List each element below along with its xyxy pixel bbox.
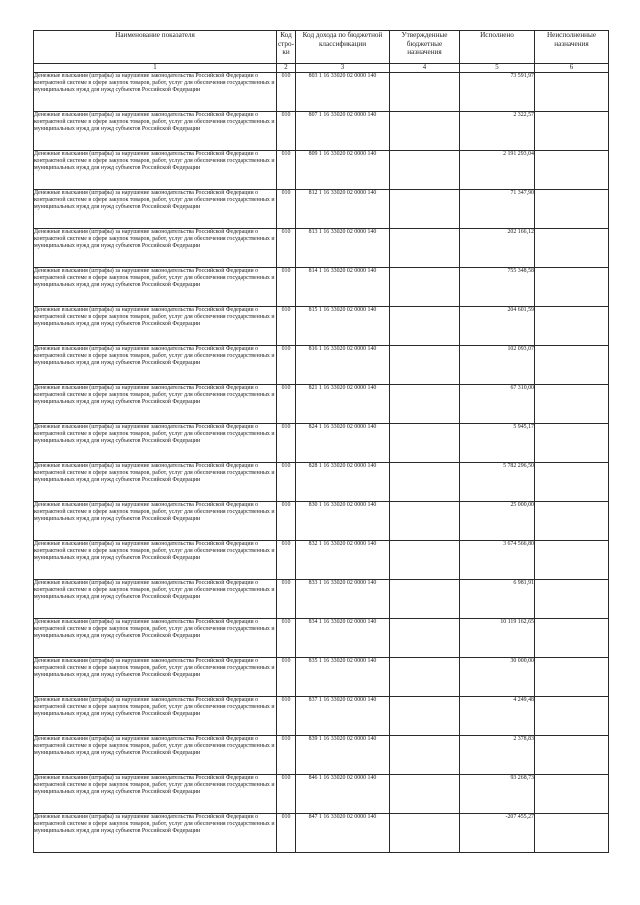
row-name-cell: Денежные взыскания (штрафы) за нарушение законодательства Российской Федерации о контрактной системе в сфере закупок товаров, работ, услуг для обеспечения государственных и муниципальных нужд для нужд субъектов Российской Федерации [34, 658, 277, 697]
row-executed-cell: 3 674 566,80 [460, 541, 535, 580]
row-approved-cell [390, 346, 460, 385]
row-approved-cell [390, 73, 460, 112]
row-name-cell: Денежные взыскания (штрафы) за нарушение законодательства Российской Федерации о контрактной системе в сфере закупок товаров, работ, услуг для обеспечения государственных и муниципальных нужд для нужд субъектов Российской Федерации [34, 268, 277, 307]
row-approved-cell [390, 385, 460, 424]
table-row [34, 307, 609, 346]
row-income-code-cell: 839 1 16 33020 02 0000 140 [296, 736, 390, 775]
row-unexecuted-cell [535, 151, 609, 190]
row-income-code-cell: 833 1 16 33020 02 0000 140 [296, 580, 390, 619]
row-name-cell: Денежные взыскания (штрафы) за нарушение законодательства Российской Федерации о контрактной системе в сфере закупок товаров, работ, услуг для обеспечения государственных и муниципальных нужд для нужд субъектов Российской Федерации [34, 151, 277, 190]
row-name-cell: Денежные взыскания (штрафы) за нарушение законодательства Российской Федерации о контрактной системе в сфере закупок товаров, работ, услуг для обеспечения государственных и муниципальных нужд для нужд субъектов Российской Федерации [34, 346, 277, 385]
table-body [34, 73, 609, 853]
row-name-cell: Денежные взыскания (штрафы) за нарушение законодательства Российской Федерации о контрактной системе в сфере закупок товаров, работ, услуг для обеспечения государственных и муниципальных нужд для нужд субъектов Российской Федерации [34, 619, 277, 658]
row-line-code-cell: 010 [277, 229, 296, 268]
row-name-cell: Денежные взыскания (штрафы) за нарушение законодательства Российской Федерации о контрактной системе в сфере закупок товаров, работ, услуг для обеспечения государственных и муниципальных нужд для нужд субъектов Российской Федерации [34, 814, 277, 853]
row-unexecuted-cell [535, 580, 609, 619]
row-income-code-cell: 815 1 16 33020 02 0000 140 [296, 307, 390, 346]
column-number: 4 [390, 64, 460, 73]
column-number: 2 [277, 64, 296, 73]
row-income-code-cell: 807 1 16 33020 02 0000 140 [296, 112, 390, 151]
table-row [34, 580, 609, 619]
row-unexecuted-cell [535, 658, 609, 697]
table-row [34, 658, 609, 697]
row-executed-cell: 73 591,97 [460, 73, 535, 112]
row-executed-cell: 4 249,48 [460, 697, 535, 736]
table-row [34, 385, 609, 424]
row-name-cell: Денежные взыскания (штрафы) за нарушение законодательства Российской Федерации о контрактной системе в сфере закупок товаров, работ, услуг для обеспечения государственных и муниципальных нужд для нужд субъектов Российской Федерации [34, 424, 277, 463]
row-executed-cell: 10 119 162,65 [460, 619, 535, 658]
table-row [34, 190, 609, 229]
row-income-code-cell: 837 1 16 33020 02 0000 140 [296, 697, 390, 736]
row-name-cell: Денежные взыскания (штрафы) за нарушение законодательства Российской Федерации о контрактной системе в сфере закупок товаров, работ, услуг для обеспечения государственных и муниципальных нужд для нужд субъектов Российской Федерации [34, 736, 277, 775]
column-number: 6 [535, 64, 609, 73]
row-approved-cell [390, 112, 460, 151]
row-name-cell: Денежные взыскания (штрафы) за нарушение законодательства Российской Федерации о контрактной системе в сфере закупок товаров, работ, услуг для обеспечения государственных и муниципальных нужд для нужд субъектов Российской Федерации [34, 502, 277, 541]
table-row [34, 463, 609, 502]
header-executed: Исполнено [460, 31, 535, 64]
row-income-code-cell: 816 1 16 33020 02 0000 140 [296, 346, 390, 385]
row-income-code-cell: 813 1 16 33020 02 0000 140 [296, 229, 390, 268]
row-income-code-cell: 821 1 16 33020 02 0000 140 [296, 385, 390, 424]
column-number: 1 [34, 64, 277, 73]
row-name-cell: Денежные взыскания (штрафы) за нарушение законодательства Российской Федерации о контрактной системе в сфере закупок товаров, работ, услуг для обеспечения государственных и муниципальных нужд для нужд субъектов Российской Федерации [34, 580, 277, 619]
column-number: 3 [296, 64, 390, 73]
row-line-code-cell: 010 [277, 112, 296, 151]
table-row [34, 112, 609, 151]
row-line-code-cell: 010 [277, 268, 296, 307]
table-row [34, 424, 609, 463]
row-income-code-cell: 834 1 16 33020 02 0000 140 [296, 619, 390, 658]
row-line-code-cell: 010 [277, 814, 296, 853]
row-name-cell: Денежные взыскания (штрафы) за нарушение законодательства Российской Федерации о контрактной системе в сфере закупок товаров, работ, услуг для обеспечения государственных и муниципальных нужд для нужд субъектов Российской Федерации [34, 190, 277, 229]
table-row [34, 775, 609, 814]
row-income-code-cell: 835 1 16 33020 02 0000 140 [296, 658, 390, 697]
row-unexecuted-cell [535, 463, 609, 502]
row-line-code-cell: 010 [277, 775, 296, 814]
row-approved-cell [390, 502, 460, 541]
row-name-cell: Денежные взыскания (штрафы) за нарушение законодательства Российской Федерации о контрактной системе в сфере закупок товаров, работ, услуг для обеспечения государственных и муниципальных нужд для нужд субъектов Российской Федерации [34, 229, 277, 268]
row-line-code-cell: 010 [277, 697, 296, 736]
row-line-code-cell: 010 [277, 346, 296, 385]
row-name-cell: Денежные взыскания (штрафы) за нарушение законодательства Российской Федерации о контрактной системе в сфере закупок товаров, работ, услуг для обеспечения государственных и муниципальных нужд для нужд субъектов Российской Федерации [34, 541, 277, 580]
row-approved-cell [390, 697, 460, 736]
row-executed-cell: 102 093,07 [460, 346, 535, 385]
budget-execution-table [33, 30, 609, 853]
row-name-cell: Денежные взыскания (штрафы) за нарушение законодательства Российской Федерации о контрактной системе в сфере закупок товаров, работ, услуг для обеспечения государственных и муниципальных нужд для нужд субъектов Российской Федерации [34, 385, 277, 424]
row-line-code-cell: 010 [277, 736, 296, 775]
row-approved-cell [390, 775, 460, 814]
row-executed-cell: 6 981,91 [460, 580, 535, 619]
row-line-code-cell: 010 [277, 307, 296, 346]
row-name-cell: Денежные взыскания (штрафы) за нарушение законодательства Российской Федерации о контрактной системе в сфере закупок товаров, работ, услуг для обеспечения государственных и муниципальных нужд для нужд субъектов Российской Федерации [34, 697, 277, 736]
header-line-code: Код стро- ки [277, 31, 296, 64]
row-executed-cell: 204 601,59 [460, 307, 535, 346]
row-name-cell: Денежные взыскания (штрафы) за нарушение законодательства Российской Федерации о контрактной системе в сфере закупок товаров, работ, услуг для обеспечения государственных и муниципальных нужд для нужд субъектов Российской Федерации [34, 307, 277, 346]
row-executed-cell: 93 268,73 [460, 775, 535, 814]
header-approved: Утвержденные бюджетные назначения [390, 31, 460, 64]
row-approved-cell [390, 424, 460, 463]
row-approved-cell [390, 658, 460, 697]
row-name-cell: Денежные взыскания (штрафы) за нарушение законодательства Российской Федерации о контрактной системе в сфере закупок товаров, работ, услуг для обеспечения государственных и муниципальных нужд для нужд субъектов Российской Федерации [34, 463, 277, 502]
row-income-code-cell: 803 1 16 33020 02 0000 140 [296, 73, 390, 112]
table-row [34, 502, 609, 541]
row-line-code-cell: 010 [277, 424, 296, 463]
row-line-code-cell: 010 [277, 463, 296, 502]
table-row [34, 268, 609, 307]
row-name-cell: Денежные взыскания (штрафы) за нарушение законодательства Российской Федерации о контрактной системе в сфере закупок товаров, работ, услуг для обеспечения государственных и муниципальных нужд для нужд субъектов Российской Федерации [34, 73, 277, 112]
row-income-code-cell: 847 1 16 33020 02 0000 140 [296, 814, 390, 853]
row-unexecuted-cell [535, 385, 609, 424]
row-executed-cell: 2 322,57 [460, 112, 535, 151]
row-approved-cell [390, 814, 460, 853]
row-line-code-cell: 010 [277, 73, 296, 112]
table-row [34, 73, 609, 112]
table-row [34, 541, 609, 580]
row-line-code-cell: 010 [277, 658, 296, 697]
row-executed-cell: 755 348,58 [460, 268, 535, 307]
row-line-code-cell: 010 [277, 190, 296, 229]
row-approved-cell [390, 619, 460, 658]
table-row [34, 151, 609, 190]
row-approved-cell [390, 151, 460, 190]
row-unexecuted-cell [535, 502, 609, 541]
row-income-code-cell: 846 1 16 33020 02 0000 140 [296, 775, 390, 814]
table-row [34, 229, 609, 268]
row-unexecuted-cell [535, 424, 609, 463]
row-unexecuted-cell [535, 229, 609, 268]
header-name: Наименование показателя [34, 31, 277, 64]
row-approved-cell [390, 736, 460, 775]
table-row [34, 346, 609, 385]
row-unexecuted-cell [535, 307, 609, 346]
row-income-code-cell: 824 1 16 33020 02 0000 140 [296, 424, 390, 463]
column-number: 5 [460, 64, 535, 73]
row-line-code-cell: 010 [277, 385, 296, 424]
row-approved-cell [390, 190, 460, 229]
row-executed-cell: 30 000,00 [460, 658, 535, 697]
row-unexecuted-cell [535, 775, 609, 814]
table-row [34, 814, 609, 853]
header-income-code: Код дохода по бюджетной классификации [296, 31, 390, 64]
row-income-code-cell: 814 1 16 33020 02 0000 140 [296, 268, 390, 307]
row-line-code-cell: 010 [277, 541, 296, 580]
row-income-code-cell: 832 1 16 33020 02 0000 140 [296, 541, 390, 580]
row-executed-cell: 2 378,83 [460, 736, 535, 775]
table-header [34, 31, 609, 73]
row-line-code-cell: 010 [277, 502, 296, 541]
row-unexecuted-cell [535, 619, 609, 658]
header-unexecuted: Неисполненные назначения [535, 31, 609, 64]
row-income-code-cell: 830 1 16 33020 02 0000 140 [296, 502, 390, 541]
table-row [34, 697, 609, 736]
row-line-code-cell: 010 [277, 151, 296, 190]
row-income-code-cell: 809 1 16 33020 02 0000 140 [296, 151, 390, 190]
row-executed-cell: 5 945,17 [460, 424, 535, 463]
row-unexecuted-cell [535, 112, 609, 151]
row-unexecuted-cell [535, 268, 609, 307]
row-approved-cell [390, 268, 460, 307]
row-executed-cell: 202 166,12 [460, 229, 535, 268]
row-line-code-cell: 010 [277, 580, 296, 619]
row-approved-cell [390, 541, 460, 580]
row-approved-cell [390, 229, 460, 268]
row-line-code-cell: 010 [277, 619, 296, 658]
row-unexecuted-cell [535, 541, 609, 580]
column-number-row [34, 64, 609, 73]
row-executed-cell: 25 000,00 [460, 502, 535, 541]
row-income-code-cell: 812 1 16 33020 02 0000 140 [296, 190, 390, 229]
row-executed-cell: 5 782 296,50 [460, 463, 535, 502]
row-unexecuted-cell [535, 814, 609, 853]
row-unexecuted-cell [535, 346, 609, 385]
row-name-cell: Денежные взыскания (штрафы) за нарушение законодательства Российской Федерации о контрактной системе в сфере закупок товаров, работ, услуг для обеспечения государственных и муниципальных нужд для нужд субъектов Российской Федерации [34, 775, 277, 814]
row-executed-cell: -207 455,27 [460, 814, 535, 853]
row-income-code-cell: 828 1 16 33020 02 0000 140 [296, 463, 390, 502]
row-executed-cell: 2 191 293,04 [460, 151, 535, 190]
row-unexecuted-cell [535, 73, 609, 112]
row-approved-cell [390, 463, 460, 502]
row-approved-cell [390, 307, 460, 346]
row-approved-cell [390, 580, 460, 619]
row-unexecuted-cell [535, 697, 609, 736]
row-unexecuted-cell [535, 190, 609, 229]
table-row [34, 619, 609, 658]
table-row [34, 736, 609, 775]
row-executed-cell: 71 347,90 [460, 190, 535, 229]
row-unexecuted-cell [535, 736, 609, 775]
row-executed-cell: 67 310,00 [460, 385, 535, 424]
row-name-cell: Денежные взыскания (штрафы) за нарушение законодательства Российской Федерации о контрактной системе в сфере закупок товаров, работ, услуг для обеспечения государственных и муниципальных нужд для нужд субъектов Российской Федерации [34, 112, 277, 151]
